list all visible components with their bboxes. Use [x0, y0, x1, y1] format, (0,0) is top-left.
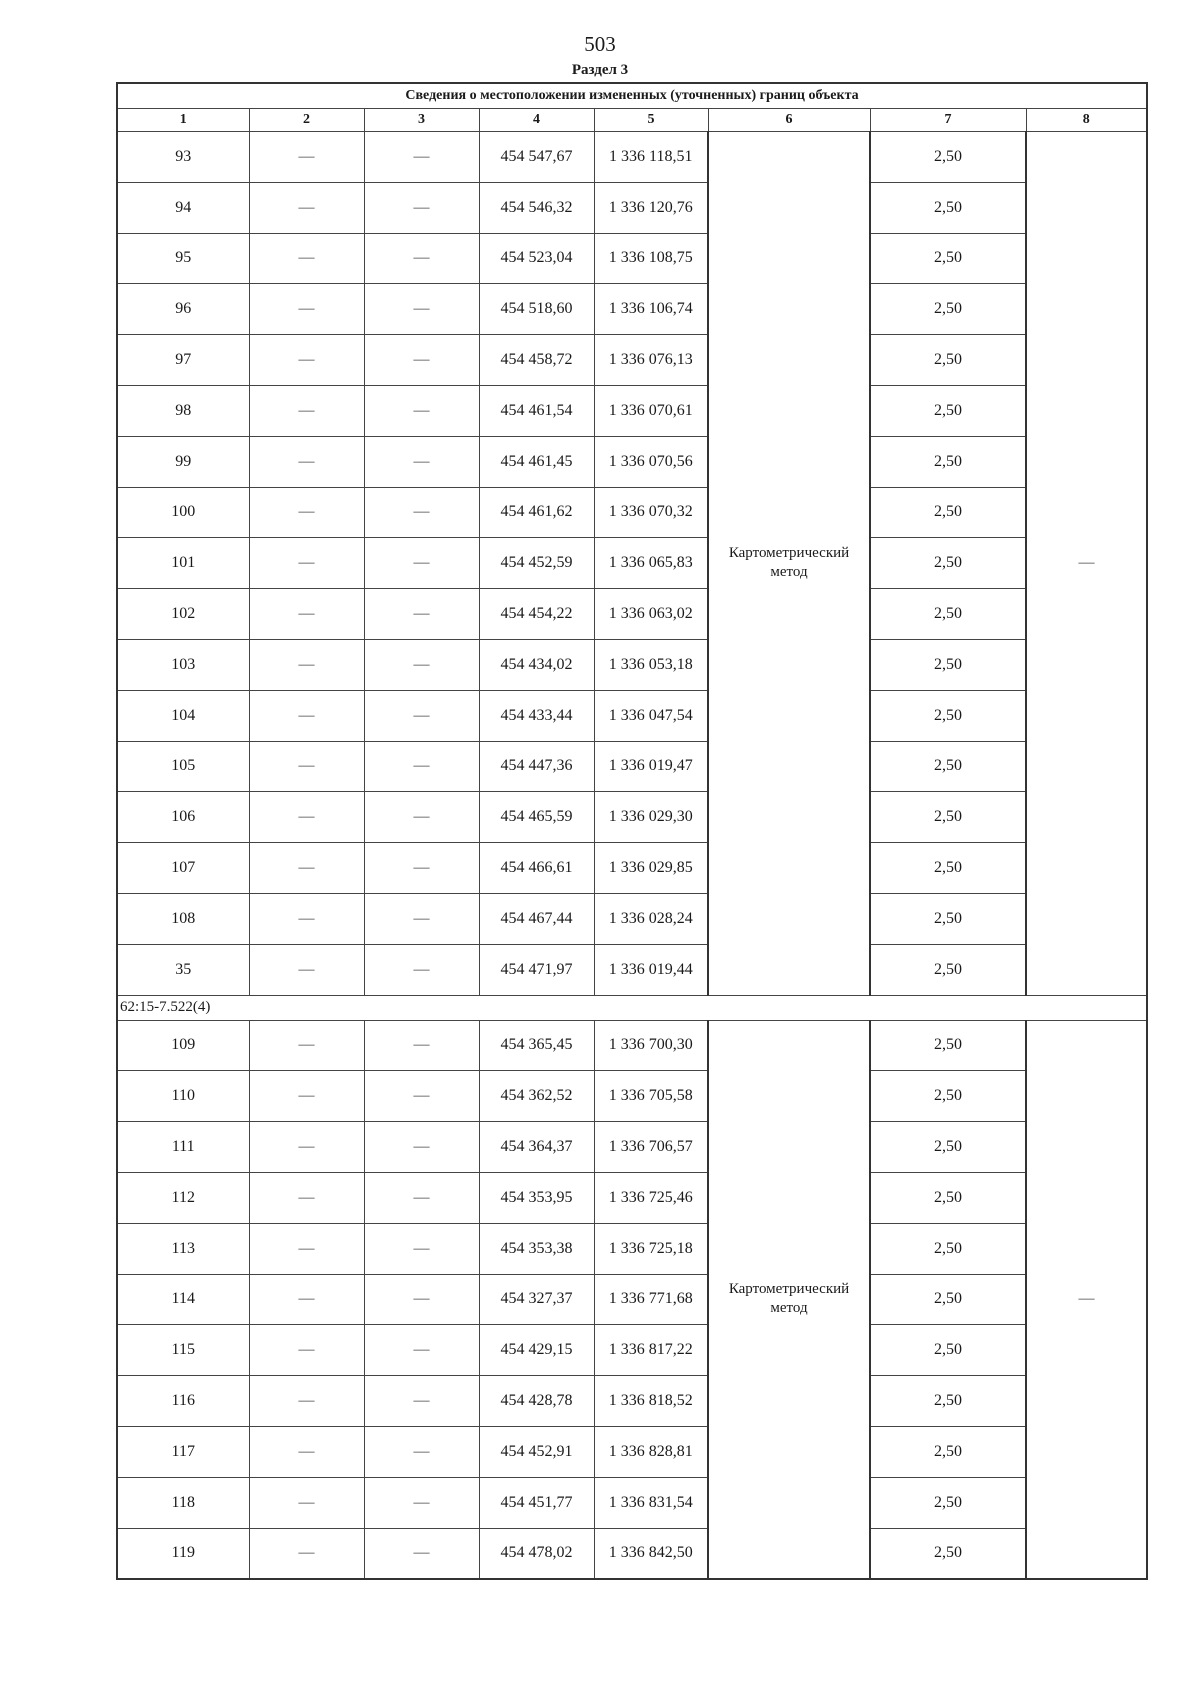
col2-cell: —	[249, 1325, 364, 1376]
table-row	[117, 538, 1147, 589]
col2-cell: —	[249, 132, 364, 183]
accuracy-cell: 2,50	[870, 1020, 1026, 1071]
accuracy-cell: 2,50	[870, 1376, 1026, 1427]
col2-cell: —	[249, 1172, 364, 1223]
x-coordinate-cell: 454 434,02	[479, 639, 594, 690]
y-coordinate-cell: 1 336 108,75	[594, 233, 708, 284]
table-row	[117, 1172, 1147, 1223]
col2-cell: —	[249, 1376, 364, 1427]
column-header: 5	[594, 109, 708, 132]
col3-cell: —	[364, 893, 479, 944]
accuracy-cell: 2,50	[870, 538, 1026, 589]
table-row	[117, 944, 1147, 995]
col3-cell: —	[364, 182, 479, 233]
method-cell: Картометрический метод	[708, 132, 870, 996]
x-coordinate-cell: 454 467,44	[479, 893, 594, 944]
col2-cell: —	[249, 944, 364, 995]
x-coordinate-cell: 454 454,22	[479, 589, 594, 640]
y-coordinate-cell: 1 336 842,50	[594, 1528, 708, 1579]
column-header: 3	[364, 109, 479, 132]
accuracy-cell: 2,50	[870, 1528, 1026, 1579]
y-coordinate-cell: 1 336 028,24	[594, 893, 708, 944]
table-row	[117, 385, 1147, 436]
col3-cell: —	[364, 1477, 479, 1528]
y-coordinate-cell: 1 336 070,61	[594, 385, 708, 436]
col3-cell: —	[364, 1325, 479, 1376]
point-number-cell: 107	[117, 843, 249, 894]
col2-cell: —	[249, 284, 364, 335]
y-coordinate-cell: 1 336 070,56	[594, 436, 708, 487]
group-label: 62:15-7.522(4)	[117, 995, 1147, 1020]
accuracy-cell: 2,50	[870, 589, 1026, 640]
table-row	[117, 132, 1147, 183]
x-coordinate-cell: 454 547,67	[479, 132, 594, 183]
point-number-cell: 114	[117, 1274, 249, 1325]
page-number: 503	[584, 32, 616, 56]
x-coordinate-cell: 454 461,62	[479, 487, 594, 538]
x-coordinate-cell: 454 458,72	[479, 335, 594, 386]
accuracy-cell: 2,50	[870, 741, 1026, 792]
y-coordinate-cell: 1 336 019,47	[594, 741, 708, 792]
table-row	[117, 1274, 1147, 1325]
table-row	[117, 233, 1147, 284]
table-row	[117, 1020, 1147, 1071]
x-coordinate-cell: 454 365,45	[479, 1020, 594, 1071]
col3-cell: —	[364, 1020, 479, 1071]
table-row	[117, 1528, 1147, 1579]
accuracy-cell: 2,50	[870, 944, 1026, 995]
point-number-cell: 94	[117, 182, 249, 233]
point-number-cell: 97	[117, 335, 249, 386]
table-row	[117, 1426, 1147, 1477]
col2-cell: —	[249, 589, 364, 640]
col3-cell: —	[364, 132, 479, 183]
accuracy-cell: 2,50	[870, 893, 1026, 944]
y-coordinate-cell: 1 336 029,30	[594, 792, 708, 843]
accuracy-cell: 2,50	[870, 639, 1026, 690]
point-number-cell: 102	[117, 589, 249, 640]
point-number-cell: 96	[117, 284, 249, 335]
accuracy-cell: 2,50	[870, 436, 1026, 487]
accuracy-cell: 2,50	[870, 1426, 1026, 1477]
col8-cell: —	[1026, 132, 1147, 996]
table-row	[117, 589, 1147, 640]
col2-cell: —	[249, 1223, 364, 1274]
point-number-cell: 98	[117, 385, 249, 436]
x-coordinate-cell: 454 353,38	[479, 1223, 594, 1274]
col3-cell: —	[364, 436, 479, 487]
table-row	[117, 284, 1147, 335]
point-number-cell: 106	[117, 792, 249, 843]
accuracy-cell: 2,50	[870, 487, 1026, 538]
x-coordinate-cell: 454 447,36	[479, 741, 594, 792]
col3-cell: —	[364, 843, 479, 894]
group-label-row	[117, 995, 1147, 1020]
accuracy-cell: 2,50	[870, 1172, 1026, 1223]
point-number-cell: 113	[117, 1223, 249, 1274]
point-number-cell: 111	[117, 1122, 249, 1173]
col3-cell: —	[364, 284, 479, 335]
x-coordinate-cell: 454 546,32	[479, 182, 594, 233]
y-coordinate-cell: 1 336 725,18	[594, 1223, 708, 1274]
col2-cell: —	[249, 741, 364, 792]
y-coordinate-cell: 1 336 106,74	[594, 284, 708, 335]
y-coordinate-cell: 1 336 047,54	[594, 690, 708, 741]
coordinates-table	[116, 82, 1148, 1580]
col2-cell: —	[249, 893, 364, 944]
point-number-cell: 99	[117, 436, 249, 487]
y-coordinate-cell: 1 336 076,13	[594, 335, 708, 386]
column-header: 7	[870, 109, 1026, 132]
section-title: Раздел 3	[571, 62, 629, 78]
point-number-cell: 101	[117, 538, 249, 589]
y-coordinate-cell: 1 336 700,30	[594, 1020, 708, 1071]
col2-cell: —	[249, 792, 364, 843]
col3-cell: —	[364, 1426, 479, 1477]
x-coordinate-cell: 454 451,77	[479, 1477, 594, 1528]
column-header: 8	[1026, 109, 1147, 132]
accuracy-cell: 2,50	[870, 1477, 1026, 1528]
point-number-cell: 117	[117, 1426, 249, 1477]
col3-cell: —	[364, 690, 479, 741]
table-row	[117, 335, 1147, 386]
x-coordinate-cell: 454 362,52	[479, 1071, 594, 1122]
y-coordinate-cell: 1 336 817,22	[594, 1325, 708, 1376]
point-number-cell: 105	[117, 741, 249, 792]
method-cell: Картометрический метод	[708, 1020, 870, 1579]
col3-cell: —	[364, 1528, 479, 1579]
table-row	[117, 487, 1147, 538]
col3-cell: —	[364, 385, 479, 436]
col3-cell: —	[364, 335, 479, 386]
accuracy-cell: 2,50	[870, 335, 1026, 386]
point-number-cell: 93	[117, 132, 249, 183]
accuracy-cell: 2,50	[870, 1071, 1026, 1122]
y-coordinate-cell: 1 336 818,52	[594, 1376, 708, 1427]
table-row	[117, 792, 1147, 843]
point-number-cell: 115	[117, 1325, 249, 1376]
col2-cell: —	[249, 182, 364, 233]
col2-cell: —	[249, 538, 364, 589]
col2-cell: —	[249, 1528, 364, 1579]
x-coordinate-cell: 454 466,61	[479, 843, 594, 894]
point-number-cell: 100	[117, 487, 249, 538]
accuracy-cell: 2,50	[870, 182, 1026, 233]
table-row	[117, 843, 1147, 894]
accuracy-cell: 2,50	[870, 233, 1026, 284]
y-coordinate-cell: 1 336 725,46	[594, 1172, 708, 1223]
column-header: 4	[479, 109, 594, 132]
col8-cell: —	[1026, 1020, 1147, 1579]
col2-cell: —	[249, 487, 364, 538]
col3-cell: —	[364, 538, 479, 589]
accuracy-cell: 2,50	[870, 1122, 1026, 1173]
accuracy-cell: 2,50	[870, 1274, 1026, 1325]
point-number-cell: 118	[117, 1477, 249, 1528]
accuracy-cell: 2,50	[870, 1325, 1026, 1376]
col2-cell: —	[249, 1274, 364, 1325]
col2-cell: —	[249, 1020, 364, 1071]
x-coordinate-cell: 454 461,54	[479, 385, 594, 436]
y-coordinate-cell: 1 336 705,58	[594, 1071, 708, 1122]
column-header: 6	[708, 109, 870, 132]
col2-cell: —	[249, 385, 364, 436]
col3-cell: —	[364, 741, 479, 792]
accuracy-cell: 2,50	[870, 792, 1026, 843]
table-row	[117, 1223, 1147, 1274]
y-coordinate-cell: 1 336 029,85	[594, 843, 708, 894]
point-number-cell: 116	[117, 1376, 249, 1427]
table-row	[117, 639, 1147, 690]
col2-cell: —	[249, 1071, 364, 1122]
table-row	[117, 690, 1147, 741]
table-row	[117, 436, 1147, 487]
y-coordinate-cell: 1 336 070,32	[594, 487, 708, 538]
y-coordinate-cell: 1 336 118,51	[594, 132, 708, 183]
col2-cell: —	[249, 1122, 364, 1173]
y-coordinate-cell: 1 336 831,54	[594, 1477, 708, 1528]
col2-cell: —	[249, 639, 364, 690]
x-coordinate-cell: 454 364,37	[479, 1122, 594, 1173]
point-number-cell: 119	[117, 1528, 249, 1579]
table-row	[117, 1325, 1147, 1376]
table-row	[117, 1122, 1147, 1173]
point-number-cell: 112	[117, 1172, 249, 1223]
y-coordinate-cell: 1 336 771,68	[594, 1274, 708, 1325]
accuracy-cell: 2,50	[870, 1223, 1026, 1274]
accuracy-cell: 2,50	[870, 284, 1026, 335]
col2-cell: —	[249, 233, 364, 284]
col3-cell: —	[364, 233, 479, 284]
y-coordinate-cell: 1 336 706,57	[594, 1122, 708, 1173]
point-number-cell: 109	[117, 1020, 249, 1071]
col3-cell: —	[364, 1274, 479, 1325]
x-coordinate-cell: 454 465,59	[479, 792, 594, 843]
col2-cell: —	[249, 690, 364, 741]
table-body	[117, 132, 1147, 1580]
col3-cell: —	[364, 1223, 479, 1274]
col2-cell: —	[249, 1477, 364, 1528]
x-coordinate-cell: 454 518,60	[479, 284, 594, 335]
table-row	[117, 1477, 1147, 1528]
col3-cell: —	[364, 1071, 479, 1122]
x-coordinate-cell: 454 461,45	[479, 436, 594, 487]
col3-cell: —	[364, 639, 479, 690]
x-coordinate-cell: 454 523,04	[479, 233, 594, 284]
table-row	[117, 1071, 1147, 1122]
accuracy-cell: 2,50	[870, 132, 1026, 183]
x-coordinate-cell: 454 429,15	[479, 1325, 594, 1376]
accuracy-cell: 2,50	[870, 690, 1026, 741]
y-coordinate-cell: 1 336 828,81	[594, 1426, 708, 1477]
col3-cell: —	[364, 589, 479, 640]
y-coordinate-cell: 1 336 065,83	[594, 538, 708, 589]
table-caption: Сведения о местоположении измененных (уточненных) границ объекта	[117, 83, 1147, 109]
x-coordinate-cell: 454 327,37	[479, 1274, 594, 1325]
y-coordinate-cell: 1 336 019,44	[594, 944, 708, 995]
accuracy-cell: 2,50	[870, 385, 1026, 436]
point-number-cell: 95	[117, 233, 249, 284]
x-coordinate-cell: 454 452,59	[479, 538, 594, 589]
x-coordinate-cell: 454 471,97	[479, 944, 594, 995]
col3-cell: —	[364, 792, 479, 843]
point-number-cell: 103	[117, 639, 249, 690]
col3-cell: —	[364, 944, 479, 995]
column-header: 1	[117, 109, 249, 132]
column-header-row	[117, 109, 1147, 132]
x-coordinate-cell: 454 433,44	[479, 690, 594, 741]
accuracy-cell: 2,50	[870, 843, 1026, 894]
table-caption-row	[117, 83, 1147, 109]
col3-cell: —	[364, 1122, 479, 1173]
point-number-cell: 35	[117, 944, 249, 995]
col3-cell: —	[364, 1172, 479, 1223]
table-row	[117, 1376, 1147, 1427]
col2-cell: —	[249, 843, 364, 894]
x-coordinate-cell: 454 452,91	[479, 1426, 594, 1477]
col2-cell: —	[249, 1426, 364, 1477]
column-header: 2	[249, 109, 364, 132]
col2-cell: —	[249, 335, 364, 386]
col2-cell: —	[249, 436, 364, 487]
col3-cell: —	[364, 1376, 479, 1427]
x-coordinate-cell: 454 428,78	[479, 1376, 594, 1427]
y-coordinate-cell: 1 336 120,76	[594, 182, 708, 233]
point-number-cell: 108	[117, 893, 249, 944]
x-coordinate-cell: 454 353,95	[479, 1172, 594, 1223]
x-coordinate-cell: 454 478,02	[479, 1528, 594, 1579]
point-number-cell: 110	[117, 1071, 249, 1122]
col3-cell: —	[364, 487, 479, 538]
table-row	[117, 741, 1147, 792]
point-number-cell: 104	[117, 690, 249, 741]
y-coordinate-cell: 1 336 063,02	[594, 589, 708, 640]
table-row	[117, 893, 1147, 944]
y-coordinate-cell: 1 336 053,18	[594, 639, 708, 690]
table-row	[117, 182, 1147, 233]
